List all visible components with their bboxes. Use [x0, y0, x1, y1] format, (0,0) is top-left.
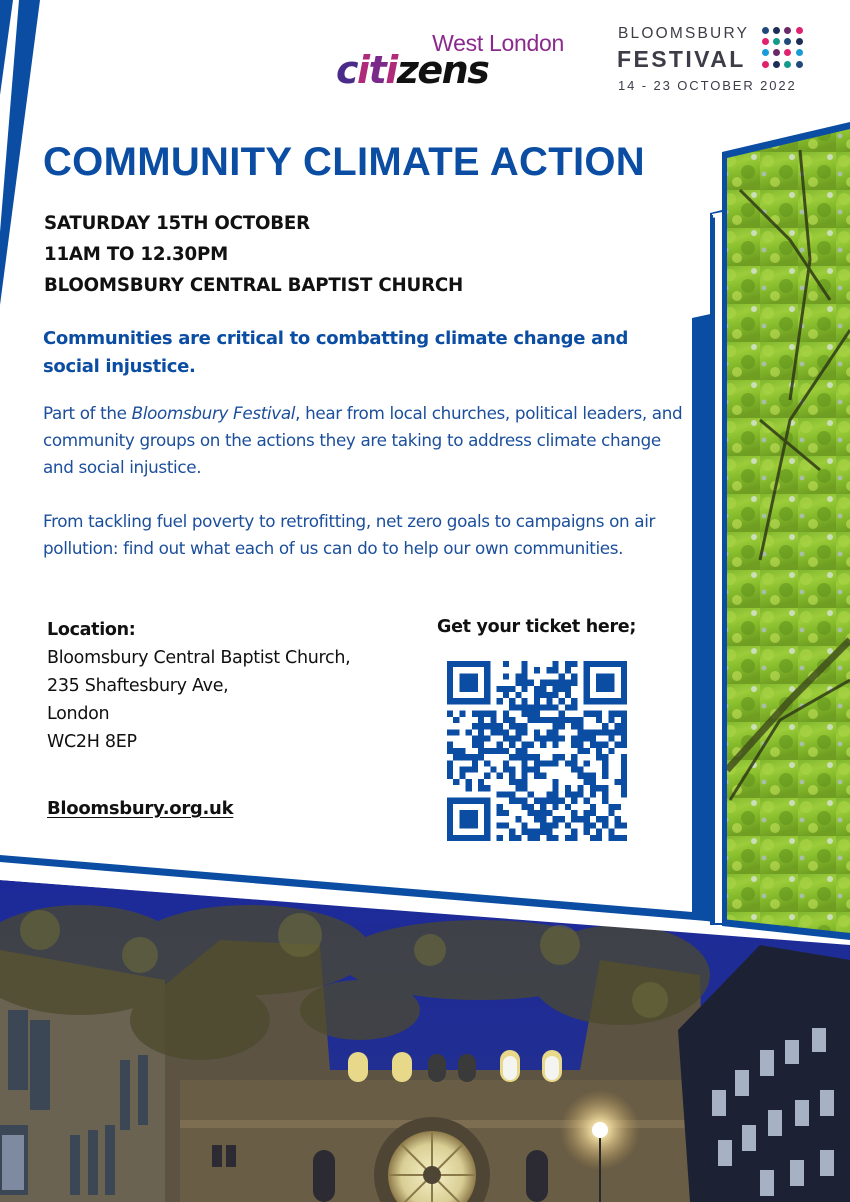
- festival-dot: [762, 38, 769, 45]
- event-time: 11AM TO 12.30PM: [44, 244, 228, 265]
- bloomsbury-festival-logo: [616, 22, 816, 98]
- address-line-1: Bloomsbury Central Baptist Church,: [47, 648, 351, 668]
- description-paragraph-1: Part of the Bloomsbury Festival, hear from local churches, political leaders, and community groups on the actions they are taking to address climate change and social injustice.: [43, 403, 683, 477]
- ticket-qr-code-icon[interactable]: [447, 661, 627, 841]
- festival-dot: [762, 49, 769, 56]
- festival-dot: [796, 27, 803, 34]
- festival-dot: [773, 49, 780, 56]
- wlc-tagline: West London: [432, 30, 564, 56]
- event-date: SATURDAY 15TH OCTOBER: [44, 213, 310, 234]
- event-details: [44, 208, 463, 301]
- description-paragraph-2: From tackling fuel poverty to retrofitting, net zero goals to campaigns on air pollution: find out what each of us can do to help our own communities.: [43, 511, 656, 558]
- festival-dot: [784, 61, 791, 68]
- address-line-2: 235 Shaftesbury Ave,: [47, 676, 229, 696]
- wlc-wordmark: citizens: [336, 48, 489, 92]
- festival-dot: [796, 49, 803, 56]
- festival-dot: [762, 61, 769, 68]
- address-line-4: WC2H 8EP: [47, 732, 137, 752]
- location-block: [47, 616, 350, 756]
- festival-dot: [773, 27, 780, 34]
- festival-dot: [784, 38, 791, 45]
- location-label: Location:: [47, 620, 136, 640]
- festival-dots-icon: [762, 27, 803, 68]
- tree-frame-left: [722, 152, 727, 924]
- festival-dot: [773, 61, 780, 68]
- festival-dot: [796, 61, 803, 68]
- festival-name-italic: Bloomsbury Festival: [131, 403, 296, 423]
- festival-dot: [773, 38, 780, 45]
- festival-dot: [762, 27, 769, 34]
- page-title: COMMUNITY CLIMATE ACTION: [43, 140, 645, 184]
- address-line-3: London: [47, 704, 110, 724]
- event-venue: BLOOMSBURY CENTRAL BAPTIST CHURCH: [44, 275, 464, 296]
- ticket-label: Get your ticket here;: [437, 617, 637, 637]
- west-london-citizens-logo: [336, 30, 568, 96]
- website-link[interactable]: Bloomsbury.org.uk: [47, 798, 234, 819]
- festival-dot: [784, 49, 791, 56]
- tree-photo: [720, 120, 850, 940]
- bf-line1: BLOOMSBURY: [618, 25, 750, 42]
- festival-dot: [784, 27, 791, 34]
- bf-line2: FESTIVAL: [617, 46, 746, 72]
- left-stripe-thin: [0, 0, 13, 95]
- bf-dates: 14 - 23 OCTOBER 2022: [618, 78, 797, 93]
- lead-statement: Communities are critical to combatting climate change and social injustice.: [43, 328, 629, 377]
- festival-dot: [796, 38, 803, 45]
